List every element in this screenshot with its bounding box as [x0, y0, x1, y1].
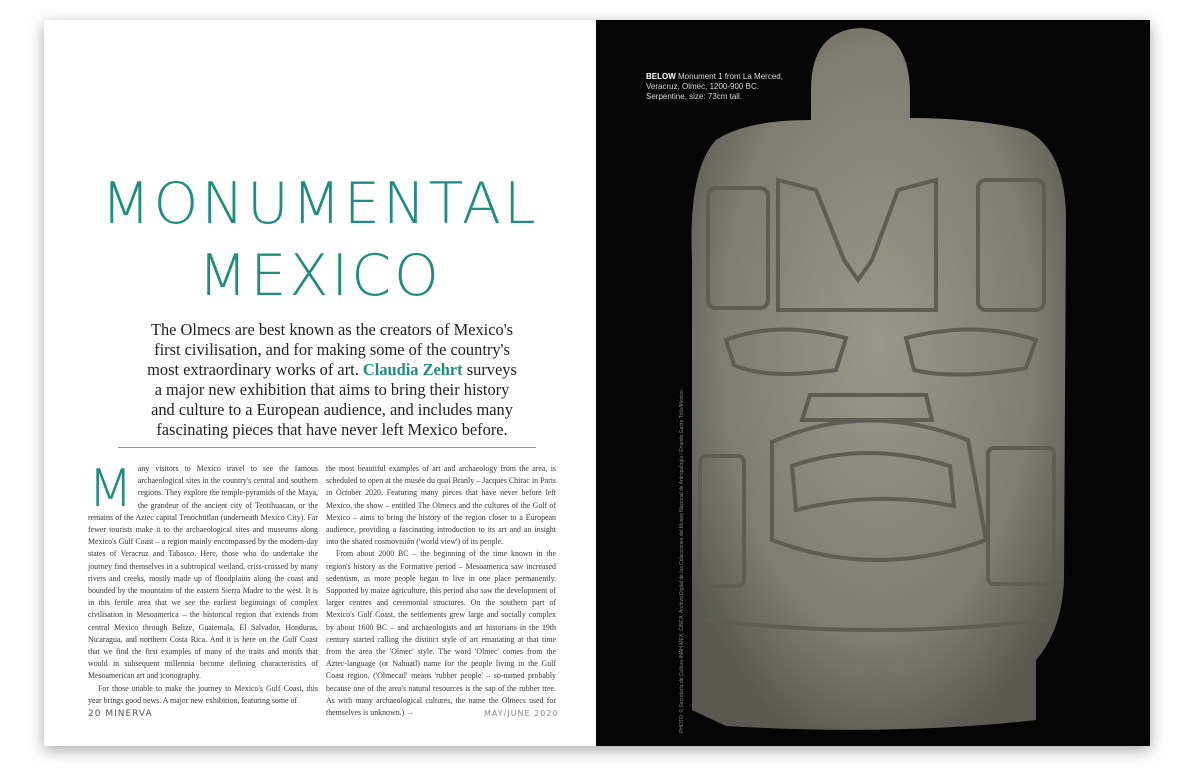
- title-line-1: MONUMENTAL: [101, 171, 539, 237]
- continue-arrow-icon: →: [406, 708, 415, 718]
- title-line-2: MEXICO: [198, 243, 442, 309]
- photo-caption: [646, 72, 786, 102]
- magazine-name: MINERVA: [105, 709, 153, 719]
- standfirst: [142, 320, 522, 440]
- left-page: [44, 20, 596, 746]
- standfirst-intro: The Olmecs are best known as the creators of Mexico's first civilisation, and for making some of the country's most extraordinary works of art.: [147, 320, 514, 379]
- divider-rule: [118, 447, 536, 448]
- author-name: Claudia Zehrt: [362, 360, 463, 379]
- right-page-photo: [596, 20, 1150, 746]
- caption-label: BELOW: [646, 72, 676, 81]
- body-paragraph: [88, 459, 318, 683]
- body-column-1: [88, 459, 318, 707]
- photo-credit: PHOTO: © Secretaría de Cultura-INAH-MEX; CINCA, Archivo Digital de las Colecciones del Museo Nacional de Antropología / Ernesto Garza Trillo/Mexico: [679, 390, 685, 733]
- article-title: [44, 168, 596, 312]
- standfirst-rest: surveys a major new exhibition that aims to bring their history and culture to a European audience, and includes many fascinating pieces that have never left Mexico before.: [151, 360, 517, 439]
- body-text: From about 2000 BC – the beginning of the time known in the region's history as the Formative period – Mesoamerica saw increased sedentism, as more people began to live in one place permanently. Supported by maize agriculture, this period also saw the development of larger centres and ceremonial structures. On the southern part of Mexico's Gulf Coast, the settlements grew large and socially complex by about 1600 BC – and archaeologists and art historians in the 19th century started calling the distinct style of art emanating at that time from the area the 'Olmec' style. The word 'Olmec' comes from the Aztec-language (or Nahuatl) name for the people living in the Gulf Coast region. ('Olmecatl' means 'rubber people' – so-named probably because one of the area's natural resources is the sap of the rubber tree. As with many archaeological cultures, the name the Olmecs used for themselves is unknown.): [326, 549, 556, 718]
- drop-cap: M: [88, 459, 133, 519]
- body-text: any visitors to Mexico travel to see the famous archaeological sites in the country's central and southern regions. They explore the temple-pyramids of the Maya, the grandeur of the ancient city of Teotihuacan, or the remains of the Aztec capital Tenochtitlan (underneath Mexico City). Far fewer tourists make it to the archaeological sites and museums along Mexico's Gulf Coast – a region mainly encompassed by the modern-day states of Veracruz and Tabasco. Here, those who do undertake the journey find themselves in a subtropical wetland, criss-crossed by many rivers and creeks, mostly made up of floodplains along the coast and bounded by the mountains of the eastern Sierra Madre to the west. It is in this fertile area that we see the earliest beginnings of complex civilisation in Mesoamerica – the historical region that extends from central Mexico through Belize, Guatemala, El Salvador, Honduras, Nicaragua, and northern Costa Rica. And it is here on the Gulf Coast that we find the first examples of many of the traits and motifs that would in subsequent millennia become defining characteristics of Mesoamerican art and iconography.: [88, 464, 318, 681]
- page-number: 20: [88, 709, 102, 719]
- body-paragraph: the most beautiful examples of art and archaeology from the area, is scheduled to open at the musée du quai Branly – Jacques Chirac in Paris in October 2020. Featuring many pieces that have never before left Mexico, the show – entitled The Olmecs and the cultures of the Gulf of Mexico – aims to bring the history of the region closer to a European audience, providing a fascinating introduction to its art and an insight into the shared cosmovisión ('world view') of its people.: [326, 464, 556, 547]
- caption-text: Monument 1 from La Merced, Veracruz, Olmec, 1200-900 BC. Serpentine, size: 73cm tall.: [646, 72, 783, 101]
- body-paragraph: [326, 548, 556, 719]
- body-paragraph: For those unable to make the journey to Mexico's Gulf Coast, this year brings good news. A major new exhibition, featuring some of: [88, 683, 318, 705]
- body-column-2: [326, 463, 556, 719]
- page-folio: [88, 709, 153, 719]
- issue-date: MAY/JUNE 2020: [484, 709, 559, 718]
